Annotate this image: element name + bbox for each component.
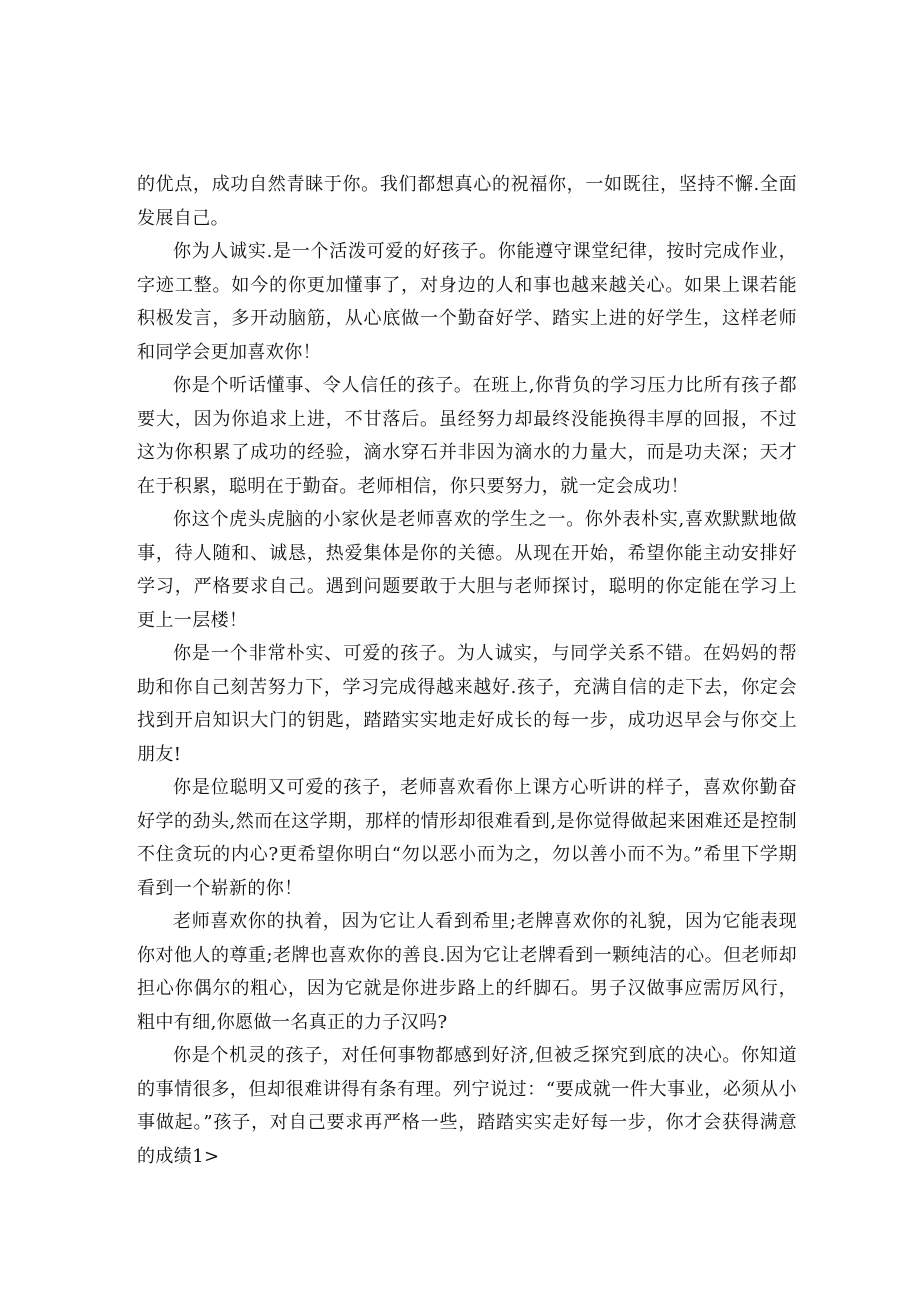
document-body bbox=[137, 168, 797, 1173]
paragraph-comment-7: 你是个机灵的孩子，对任何事物都感到好济,但被乏探究到底的决心。你知道的事情很多，但却很难讲得有条有理。列宁说过：“要成就一件大事业，必须从小事做起。”孩子，对自己要求再严格一些，踏踏实实走好每一步，你才会获得满意的成绩1> bbox=[137, 1045, 797, 1167]
paragraph-comment-5: 你是位聪明又可爱的孩子，老师喜欢看你上课方心听讲的样子，喜欢你勤奋好学的劲头,然而在这学期，那样的情形却很难看到,是你觉得做起来困难还是控制不住贪玩的内心?更希望你明白“勿以恶小而为之，勿以善小而不为。”希里下学期看到一个崭新的你！ bbox=[137, 777, 797, 899]
paragraph-comment-6: 老师喜欢你的执着，因为它让人看到希里;老牌喜欢你的礼貌，因为它能表现你对他人的尊重;老牌也喜欢你的善良.因为它让老牌看到一颗纯洁的心。但老师却担心你偶尔的粗心，因为它就是你进步路上的纤脚石。男子汉做事应需厉风行，粗中有细,你愿做一名真正的力子汉吗? bbox=[137, 911, 797, 1033]
paragraph-comment-2: 你是个听话懂事、令人信任的孩子。在班上,你背负的学习压力比所有孩子都要大，因为你追求上进，不甘落后。虽经努力却最终没能换得丰厚的回报，不过这为你积累了成功的经验，滴水穿石并非因为滴水的力量大，而是功夫深；天才在于积累，聪明在于勤奋。老师相信，你只要努力，就一定会成功！ bbox=[137, 375, 797, 497]
paragraph-comment-3: 你这个虎头虎脑的小家伙是老师喜欢的学生之一。你外表朴实,喜欢默默地做事，待人随和、诚恳，热爱集体是你的关德。从现在开始，希望你能主动安排好学习，严格要求自己。遇到问题要敢于大胆与老师探讨，聪明的你定能在学习上更上一层楼！ bbox=[137, 509, 797, 631]
paragraph-comment-1: 你为人诚实.是一个活泼可爱的好孩子。你能遵守课堂纪律，按时完成作业，字迹工整。如今的你更加懂事了，对身边的人和事也越来越关心。如果上课若能积极发言，多开动脑筋，从心底做一个勤奋好学、踏实上进的好学生，这样老师和同学会更加喜欢你！ bbox=[137, 241, 797, 363]
paragraph-comment-4: 你是一个非常朴实、可爱的孩子。为人诚实，与同学关系不错。在妈妈的帮助和你自己刻苦努力下，学习完成得越来越好.孩子，充满自信的走下去，你定会找到开启知识大门的钥匙，踏踏实实地走好成长的每一步，成功迟早会与你交上朋友! bbox=[137, 643, 797, 765]
paragraph-continuation: 的优点，成功自然青睐于你。我们都想真心的祝福你，一如既往，坚持不懈.全面发展自己。 bbox=[137, 174, 797, 229]
